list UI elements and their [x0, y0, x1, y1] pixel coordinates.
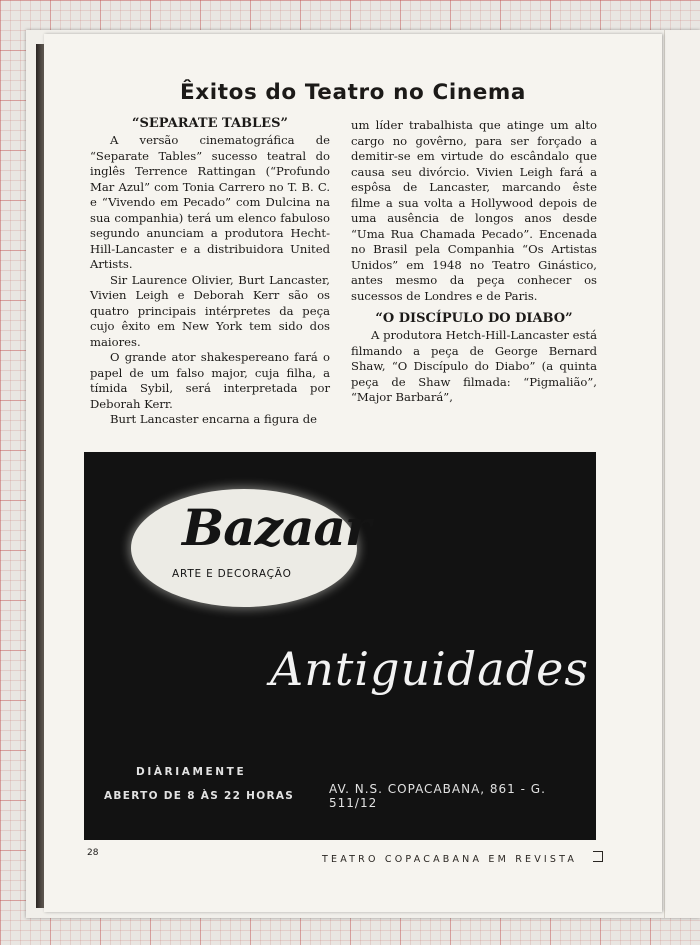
page-number: 28: [87, 848, 99, 858]
paragraph: Sir Laurence Olivier, Burt Lancaster, Vivien Leigh e Deborah Kerr são os quatro principais intérpretes da peça cujo êxito em New York tem sido dos maiores.: [90, 272, 330, 349]
right-column: [351, 118, 597, 406]
brand-name: Bazaar: [182, 498, 371, 557]
left-column: [90, 116, 330, 428]
daily-label: DIÀRIAMENTE: [136, 766, 247, 778]
magazine-page: [44, 34, 662, 912]
opening-hours: ABERTO DE 8 ÀS 22 HORAS: [104, 790, 295, 802]
brand-tagline: ARTE E DECORAÇÃO: [172, 568, 292, 580]
store-address: AV. N.S. COPACABANA, 861 - G. 511/12: [329, 782, 546, 810]
paragraph: O grande ator shakespereano fará o papel de um falso major, cuja filha, a tímida Sybil, será interpretada por Deborah Kerr.: [90, 350, 330, 411]
bazaar-logo: [134, 492, 371, 604]
bazaar-advertisement: [84, 452, 596, 840]
bracket-mark-icon: [593, 851, 603, 862]
antiguidades-script: Antiguidades: [270, 642, 589, 696]
section-heading-discipulo-do-diabo: “O DISCÍPULO DO DIABO”: [375, 311, 573, 326]
section-heading-separate-tables: “SEPARATE TABLES”: [132, 116, 288, 131]
paragraph: A versão cinematográfica de “Separate Tables” sucesso teatral do inglês Terrence Rattingan (“Profundo Mar Azul” com Tonia Carrero no T. B. C. e “Vivendo em Pecado” com Dulcina na sua companhia) terá um elenco fabuloso segundo anunciam a produtora Hecht-Hill-Lancaster e a distribuidora United Artists.: [90, 133, 330, 271]
page-title: Êxitos do Teatro no Cinema: [179, 80, 527, 105]
paragraph-continuation: um líder trabalhista que atinge um alto cargo no govêrno, para ser forçado a demitir-se em virtude do escândalo que causa seu divórcio. Vivien Leigh fará a espôsa de Lancaster, marcando êste filme a sua volta a Hollywood depois de uma ausência de longos anos desde “Uma Rua Chamada Pecado”. Encenada no Brasil pela Companhia “Os Artistas Unidos” em 1948 no Teatro Ginástico, antes mesmo da peça conhecer os sucessos de Londres e de Paris.: [351, 118, 597, 303]
magazine-footer-title: TEATRO COPACABANA EM REVISTA: [322, 854, 578, 865]
paragraph: Burt Lancaster encarna a figura de: [110, 412, 318, 426]
facing-page-edge: [664, 30, 700, 918]
paragraph: A produtora Hetch-Hill-Lancaster está filmando a peça de George Bernard Shaw, “O Discípulo do Diabo” (a quinta peça de Shaw filmada: “Pigmalião”, “Major Barbará”,: [351, 328, 597, 404]
